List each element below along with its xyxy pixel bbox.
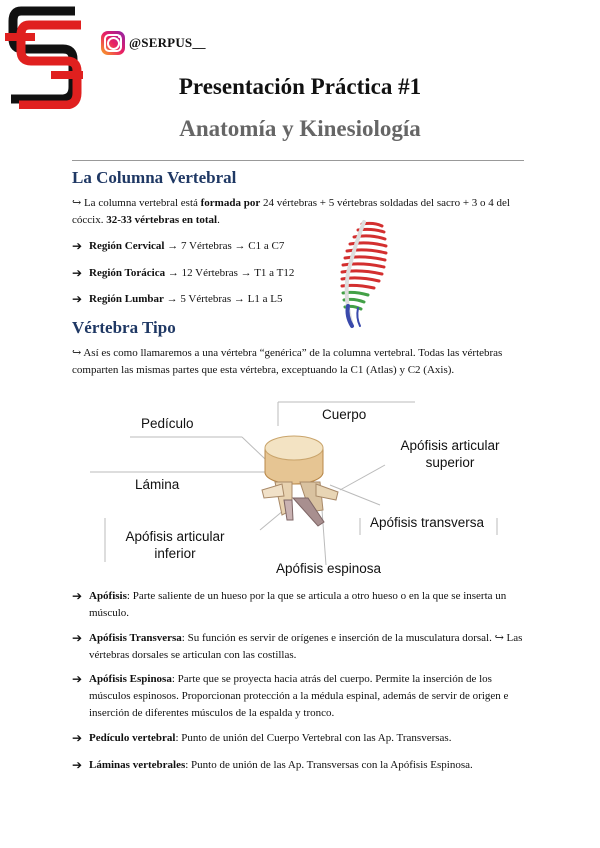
arrow-icon: ➔ (72, 292, 83, 306)
definition-item-apofisis-espinosa: ➔ Apófisis Espinosa: Parte que se proyecta hacia atrás del cuerpo. Permite la inserción de los músculos espinosos. Proporcionan protección a la médula espinal, además de servir de origen e inserción de diferentes músculos de la espalda y tronco. (72, 672, 509, 719)
arrow-icon: ➔ (72, 589, 83, 603)
title-divider (72, 160, 524, 161)
label-apofisis-espinosa: Apófisis espinosa (276, 561, 382, 576)
arrow-icon: ➔ (72, 239, 83, 253)
section-heading-columna: La Columna Vertebral (72, 168, 237, 187)
region-item-cervical: ➔ Región Cervical → 7 Vértebras → C1 a C7 (72, 239, 285, 253)
label-pediculo: Pedículo (141, 416, 194, 431)
label-lamina: Lámina (135, 477, 180, 492)
arrow-icon: ➔ (72, 731, 83, 745)
arrow-icon: ➔ (72, 758, 83, 772)
label-apofisis-transversa: Apófisis transversa (370, 515, 485, 530)
spine-illustration (334, 218, 394, 330)
arrow-icon: ➔ (72, 672, 83, 686)
region-item-lumbar: ➔ Región Lumbar → 5 Vértebras → L1 a L5 (72, 292, 283, 306)
definition-item-apofisis: ➔ Apófisis: Parte saliente de un hueso por la que se articula a otro hueso o en la que se inserta un músculo. (72, 589, 507, 619)
vertebra-intro: ↪ Así es como llamaremos a una vértebra “genérica” de la columna vertebral. Todas las vértebras comparten las mismas partes que esta vértebra, exceptuando la C1 (Atlas) y C2 (Axis). (72, 347, 503, 376)
page-subtitle: Anatomía y Kinesiología (179, 116, 421, 141)
definition-item-laminas: ➔ Láminas vertebrales: Punto de unión de las Ap. Transversas con la Apófisis Espinosa. (72, 758, 473, 772)
label-cuerpo: Cuerpo (322, 407, 367, 422)
region-item-toracica: ➔ Región Torácica → 12 Vértebras → T1 a T12 (72, 266, 295, 280)
definition-item-pediculo: ➔ Pedículo vertebral: Punto de unión del Cuerpo Vertebral con las Ap. Transversas. (72, 731, 452, 745)
instagram-icon (101, 31, 125, 55)
definition-item-apofisis-transversa: ➔ Apófisis Transversa: Su función es servir de orígenes e inserción de la musculatura dorsal. ↪ Las vértebras dorsales se articulan con las costillas. (72, 631, 523, 661)
label-apofisis-articular-inferior: Apófisis articular inferior (125, 529, 225, 561)
arrow-icon: ➔ (72, 631, 83, 645)
vertebra-diagram (0, 395, 600, 585)
columna-intro: ↪ La columna vertebral está formada por 24 vértebras + 5 vértebras soldadas del sacro + 3 o 4 del cóccix. 32-33 vértebras en total. (72, 197, 510, 226)
instagram-handle[interactable]: @SERPUS__ (129, 35, 206, 50)
arrow-icon: ➔ (72, 266, 83, 280)
section-heading-vertebra: Vértebra Tipo (72, 318, 176, 337)
label-apofisis-articular-superior: Apófisis articular superior (400, 438, 500, 470)
page-title: Presentación Práctica #1 (178, 74, 422, 99)
